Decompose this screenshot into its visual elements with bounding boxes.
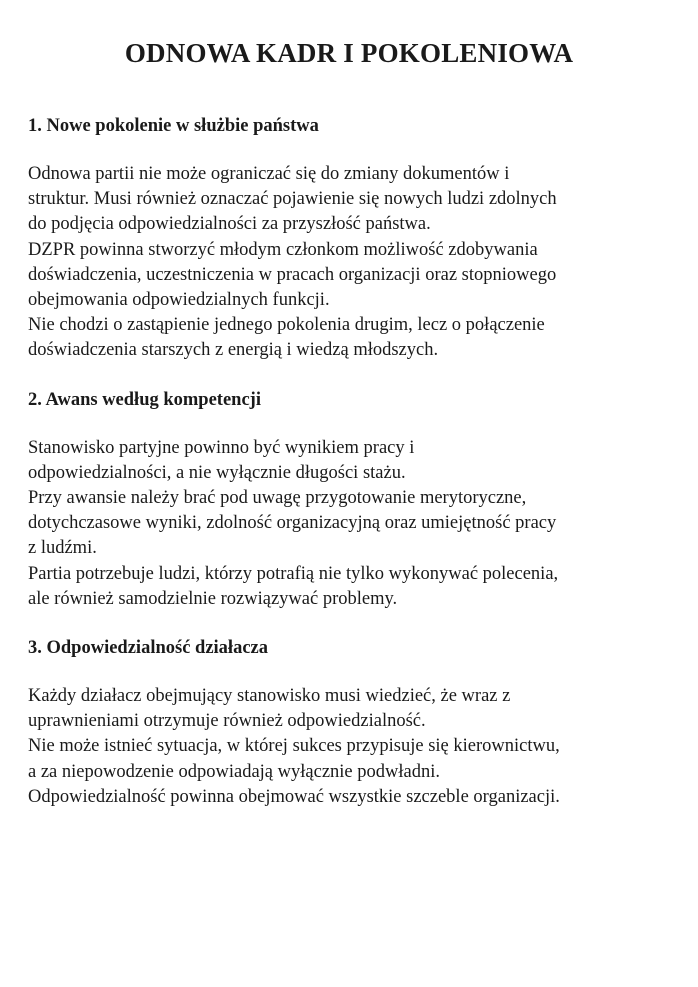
section-heading: 1. Nowe pokolenie w służbie państwa <box>28 116 319 136</box>
section-body <box>28 684 688 810</box>
paragraph-line: Partia potrzebuje ludzi, którzy potrafią nie tylko wykonywać polecenia, <box>28 563 559 584</box>
paragraph-line: obejmowania odpowiedzialnych funkcji. <box>28 290 330 311</box>
section-heading: 2. Awans według kompetencji <box>28 389 261 410</box>
paragraph-line: Odpowiedzialność powinna obejmować wszystkie szczeble organizacji. <box>28 786 560 807</box>
paragraph-line: struktur. Musi również oznaczać pojawienie się nowych ludzi zdolnych <box>28 189 557 210</box>
document-title: ODNOWA KADR I POKOLENIOWA <box>124 38 574 68</box>
document-content <box>28 112 688 832</box>
paragraph-line: Nie może istnieć sytuacja, w której sukces przypisuje się kierownictwu, <box>28 736 560 757</box>
paragraph-line: Stanowisko partyjne powinno być wynikiem pracy i <box>28 437 415 458</box>
paragraph-line: Przy awansie należy brać pod uwagę przygotowanie merytoryczne, <box>28 488 527 509</box>
paragraph-line: uprawnieniami otrzymuje również odpowiedzialność. <box>28 711 426 732</box>
section-2 <box>28 386 688 612</box>
paragraph-line: Odnowa partii nie może ograniczać się do zmiany dokumentów i <box>28 164 510 184</box>
paragraph-line: doświadczenia, uczestniczenia w pracach organizacji oraz stopniowego <box>28 264 557 285</box>
paragraph-line: do podjęcia odpowiedzialności za przyszłość państwa. <box>28 214 431 235</box>
section-heading: 3. Odpowiedzialność działacza <box>28 638 268 659</box>
paragraph-line: doświadczenia starszych z energią i wiedzą młodszych. <box>28 340 439 361</box>
paragraph-line: Każdy działacz obejmujący stanowisko musi wiedzieć, że wraz z <box>28 686 511 707</box>
paragraph-line: Nie chodzi o zastąpienie jednego pokolenia drugim, lecz o połączenie <box>28 315 545 336</box>
section-body <box>28 436 688 612</box>
section-body <box>28 162 688 364</box>
section-1 <box>28 112 688 364</box>
paragraph-line: a za niepowodzenie odpowiadają wyłącznie podwładni. <box>28 761 440 782</box>
section-3 <box>28 634 688 810</box>
paragraph-line: DZPR powinna stworzyć młodym członkom możliwość zdobywania <box>28 239 538 260</box>
paragraph-line: z ludźmi. <box>28 538 97 559</box>
paragraph-line: dotychczasowe wyniki, zdolność organizacyjną oraz umiejętność pracy <box>28 513 557 534</box>
paragraph-line: ale również samodzielnie rozwiązywać problemy. <box>28 588 398 609</box>
paragraph-line: odpowiedzialności, a nie wyłącznie długości stażu. <box>28 462 406 483</box>
